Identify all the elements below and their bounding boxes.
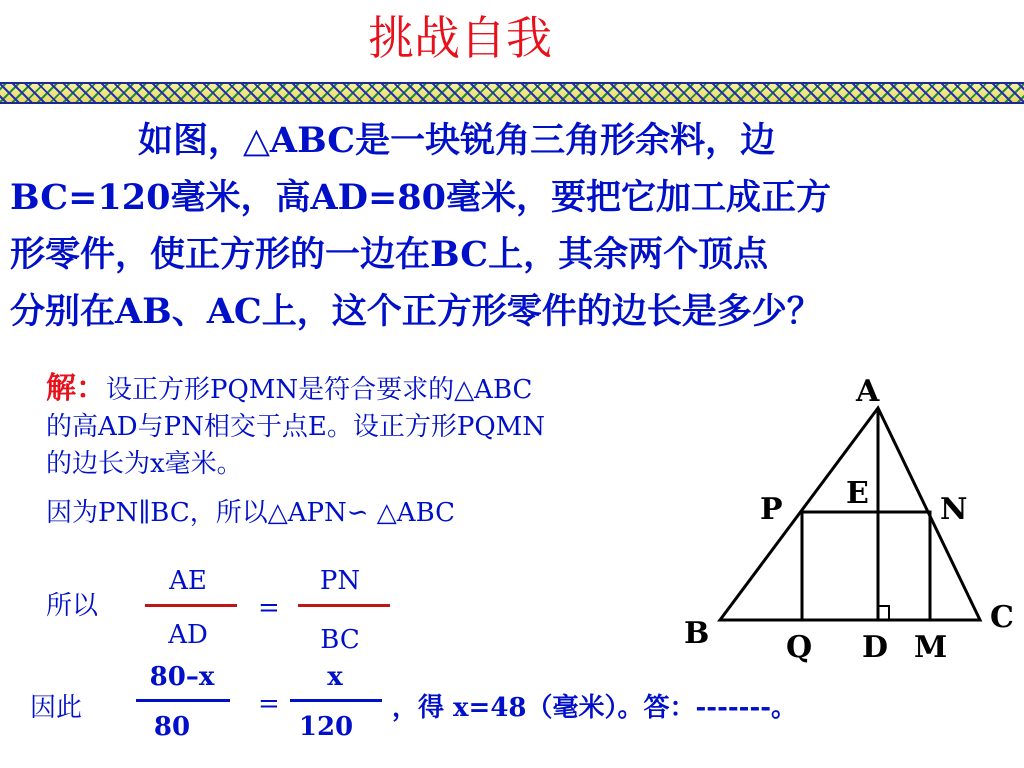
solution-line-3: 的边长为x毫米。 (46, 449, 243, 479)
fraction-2-denominator: BC (320, 625, 360, 655)
solution-label: 解： (46, 371, 106, 406)
label-p: P (760, 492, 783, 527)
problem-line-4: 分别在AB、AC上，这个正方形零件的边长是多少？ (10, 291, 822, 332)
solution-text (46, 370, 686, 532)
equals-sign-2: = (258, 689, 280, 719)
label-c: C (990, 600, 1014, 635)
problem-line-2: BC=120毫米，高AD=80毫米，要把它加工成正方 (10, 177, 832, 218)
solution-line-2: 的高AD与PN相交于点E。设正方形PQMN (46, 412, 546, 442)
therefore-label: 所以 (46, 591, 99, 621)
solution-line-4: 因为PN∥BC，所以△APN∽ △ABC (46, 498, 456, 528)
label-q: Q (786, 630, 813, 665)
fraction-4-numerator: x (327, 662, 343, 692)
problem-line-1-text: 如图，△ABC是一块锐角三角形余料，边 (138, 120, 776, 161)
fraction-1-numerator: AE (169, 566, 207, 596)
label-a: A (856, 374, 880, 409)
fraction-3-numerator: 80–x (149, 662, 215, 692)
problem-line-3: 形零件，使正方形的一边在BC上，其余两个顶点 (10, 234, 769, 275)
right-angle-mark (878, 606, 889, 620)
fraction-2-numerator: PN (319, 566, 361, 596)
problem-statement (10, 112, 1024, 340)
fraction-2-bar (298, 604, 390, 607)
fraction-4-denominator: 120 (298, 712, 354, 742)
label-b: B (684, 616, 710, 651)
square-pqmn (802, 512, 930, 620)
fraction-3-denominator: 80 (153, 712, 191, 742)
solution-line-1-text: 设正方形PQMN是符合要求的△ABC (106, 375, 533, 405)
hence-label: 因此 (30, 693, 83, 723)
label-n: N (940, 492, 968, 527)
conclusion-text: ，得 x=48（毫米）。答：-------。 (392, 693, 798, 723)
fraction-1-bar (145, 604, 237, 607)
solution-line-1 (46, 370, 686, 409)
label-m: M (914, 630, 948, 665)
label-d: D (862, 630, 889, 665)
fraction-1-denominator: AD (168, 620, 208, 650)
fraction-3-bar (136, 699, 230, 702)
fraction-4-bar (290, 699, 382, 702)
label-e: E (846, 476, 869, 511)
equals-sign-1: = (258, 593, 280, 623)
problem-line-1 (10, 112, 1024, 169)
decorative-divider (0, 82, 1024, 104)
slide-title: 挑战自我 (368, 11, 552, 65)
